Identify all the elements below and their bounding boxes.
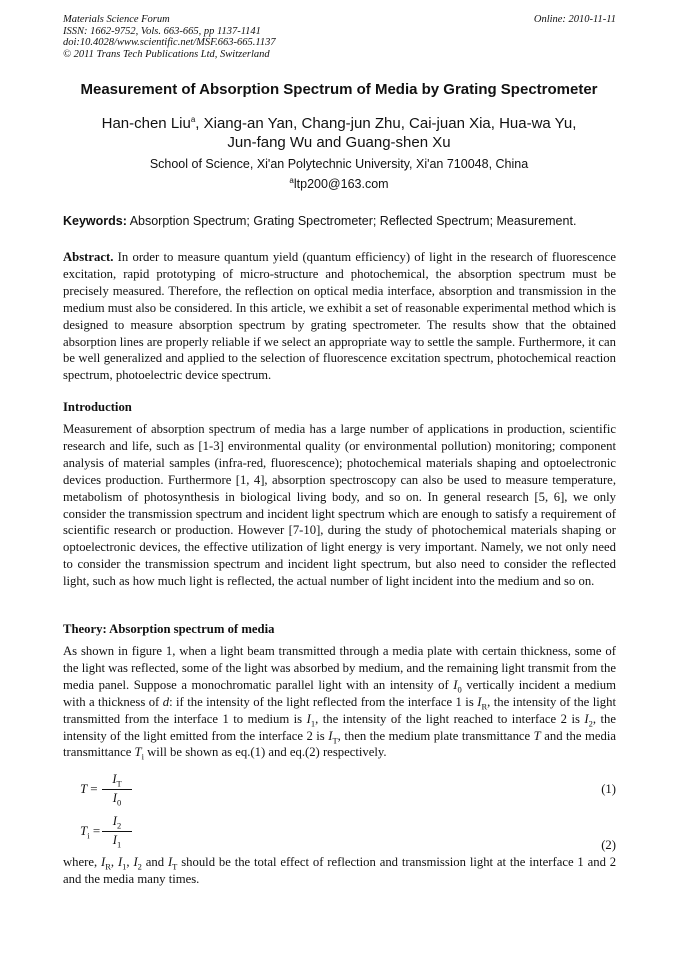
paper-title: Measurement of Absorption Spectrum of Media by Grating Spectrometer: [80, 81, 598, 98]
abstract-text: In order to measure quantum yield (quantum efficiency) of light in the research of fluorescence excitation, rapid prototyping of micro-structure and photochemical, the absorption spectrum must be precisely measured. Therefore, the reflection on optical media interface, absorption and transmission in the medium must also be considered. In this article, we exhibit a set of reasonable experimental method which is designed to measure absorption spectrum by grating spectrometer. The results show that the obtained absorption lines are properly reliable if we select an appropriate way to settle the sample. Furthermore, it can be well generalized and applied to the selection of fluorescence excitation spectrum, photochemical reaction spectrum, photoelectric device spectrum.: [63, 250, 616, 383]
author-list: [40, 114, 638, 152]
first-author: Han-chen Liu: [101, 115, 191, 132]
email-superscript: a: [289, 175, 294, 185]
author-superscript: a: [190, 115, 196, 124]
keywords-label: Keywords:: [63, 214, 127, 228]
journal-issn: ISSN: 1662-9752, Vols. 663-665, pp 1137-1141: [63, 25, 261, 37]
keywords: [63, 214, 616, 228]
journal-copyright: © 2011 Trans Tech Publications Ltd, Switzerland: [63, 48, 270, 60]
theory-text: As shown in figure 1, when a light beam transmitted through a media plate with certain thickness, some of the light was reflected, some of the light was absorbed by medium, and the remaining light transmit from the media panel. Suppose a monochromatic parallel light with an intensity of $I_0$ vertically incident a medium with a thickness of d: if the intensity of the light reflected from the interface 1 is $I_R$, the intensity of the light transmitted from the interface 1 to medium is $I_1$, the intensity of the light reached to interface 2 is $I_2$, the intensity of the light emitted from the interface 2 is $I_T$, then the medium plate transmittance T and the media transmittance $T_i$ will be shown as eq.(1) and eq.(2) respectively.: [63, 644, 617, 762]
author-line-1: [40, 114, 638, 133]
affiliation: School of Science, Xi'an Polytechnic University, Xi'an 710048, China: [149, 157, 529, 171]
abstract-label: Abstract.: [63, 250, 114, 264]
email-address: ltp200@163.com: [293, 177, 389, 191]
abstract: [63, 249, 616, 384]
other-authors: , Xiang-an Yan, Chang-jun Zhu, Cai-juan Xia, Hua-wa Yu,: [195, 115, 577, 132]
section-heading-theory: Theory: Absorption spectrum of media: [63, 622, 275, 636]
section-heading-introduction: Introduction: [63, 400, 132, 414]
online-date: Online: 2010-11-11: [533, 14, 616, 25]
introduction-text: Measurement of absorption spectrum of media has a large number of applications in production, scientific research and life, such as [1-3] environmental quality (or environmental pollution) monitoring; component analysis of material samples (infra-red, fluorescence); photochemical materials shaping and optoelectronic devices production. Furthermore [1, 4], absorption spectroscopy can also be used to measure temperature, metabolism of photosynthesis in biological living body, and so on. In general research [5, 6], we only consider the transmission spectrum and incident light spectrum which are enough to satisfy a requirement of scientific research or production. However [7-10], during the study of photochemical materials shaping or optoelectronic devices, the effective utilization of light energy is very important. Namely, we not only need to consider the transmission spectrum and incident light spectrum, but also need to consider the reflected light, such as how much light is reflected, the actual number of light incident into the medium and so on.: [63, 422, 616, 589]
journal-header: [63, 14, 616, 60]
journal-doi: doi:10.4028/www.scientific.net/MSF.663-665.1137: [63, 37, 276, 48]
keywords-text: Absorption Spectrum; Grating Spectrometer; Reflected Spectrum; Measurement.: [126, 214, 577, 228]
author-line-2: Jun-fang Wu and Guang-shen Xu: [227, 134, 451, 151]
equation-2-number: (2): [601, 838, 616, 852]
equation-1-number: (1): [601, 782, 616, 796]
author-email: [40, 177, 638, 191]
journal-name: Materials Science Forum: [63, 14, 170, 25]
where-clause: where, $I_R$, $I_1$, $I_2$ and $I_T$ should be the total effect of reflection and transmission light at the interface 1 and 2 and the media many times.: [63, 855, 617, 886]
